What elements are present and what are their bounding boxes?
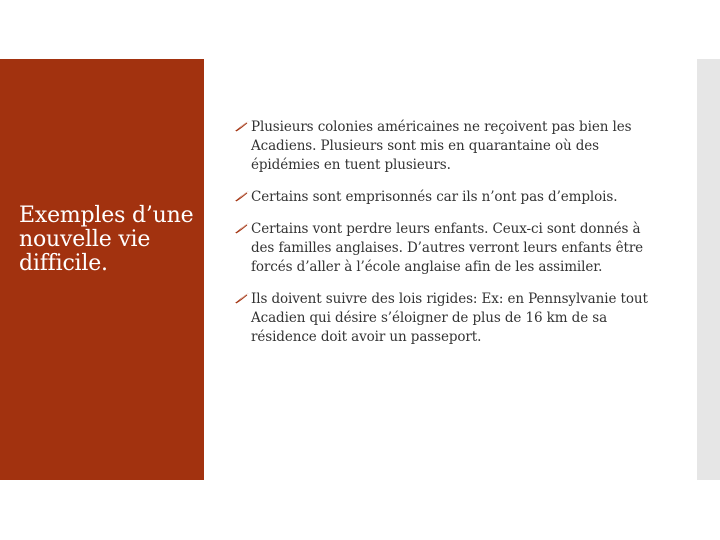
- bullet-item-3: [234, 220, 664, 277]
- bullet-list: [234, 118, 664, 360]
- swoosh-bullet-icon: [234, 291, 250, 305]
- swoosh-bullet-icon: [234, 119, 250, 133]
- swoosh-bullet-icon: [234, 221, 250, 235]
- bullet-text-3: Certains vont perdre leurs enfants. Ceux-ci sont donnés à des familles anglaises. D’autres verront leurs enfants être forcés d’aller à l’école anglaise afin de les assimiler.: [251, 221, 644, 275]
- bullet-text-1: Plusieurs colonies américaines ne reçoivent pas bien les Acadiens. Plusieurs sont mis en quarantaine où des épidémies en tuent plusieurs.: [251, 119, 632, 173]
- bullet-item-2: [234, 188, 664, 207]
- swoosh-bullet-icon: [234, 189, 250, 203]
- scrollbar-track[interactable]: [697, 59, 720, 480]
- bullet-text-2: Certains sont emprisonnés car ils n’ont pas d’emplois.: [251, 189, 618, 205]
- bullet-item-1: [234, 118, 664, 175]
- slide-title: Exemples d’une nouvelle vie difficile.: [19, 203, 194, 276]
- bullet-text-4: Ils doivent suivre des lois rigides: Ex: en Pennsylvanie tout Acadien qui désire s’éloigner de plus de 16 km de sa résidence doit avoir un passeport.: [251, 291, 648, 345]
- bullet-item-4: [234, 290, 664, 347]
